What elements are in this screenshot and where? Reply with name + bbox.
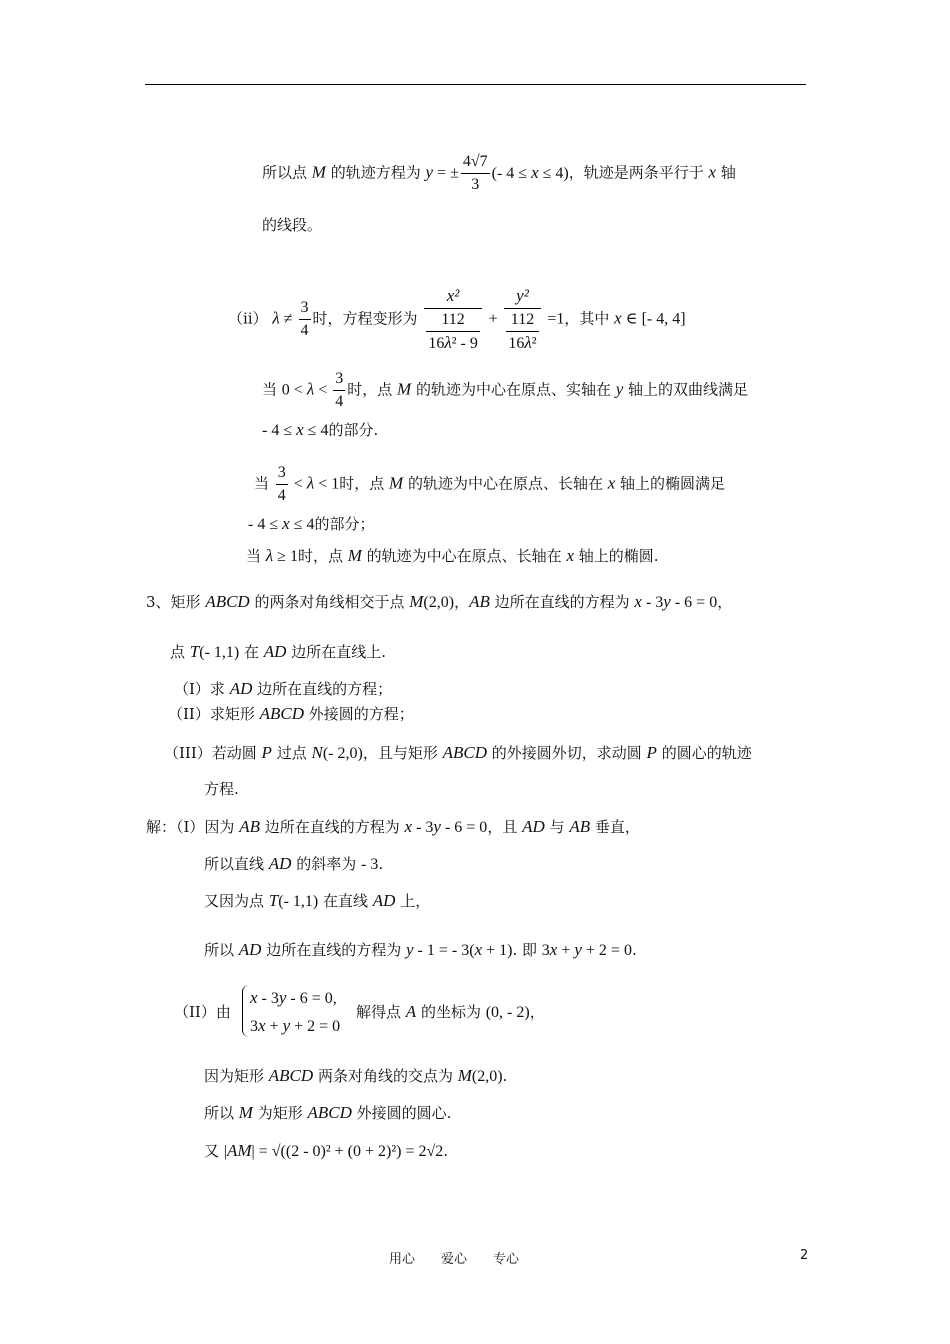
header-rule [145, 84, 806, 85]
text-line: 的线段。 [262, 216, 323, 234]
question-1: （I）求 AD 边所在直线的方程； [174, 679, 393, 698]
page-number: 2 [800, 1248, 809, 1263]
solution-line: 所以直线 AD 的斜率为 - 3. [204, 854, 384, 873]
question-3: （III）若动圆 P 过点 N(- 2,0)，且与矩形 ABCD 的外接圆外切，求动圆 P 的圆心的轨迹 [164, 743, 752, 762]
text-line: - 4 ≤ x ≤ 4的部分； [248, 514, 375, 533]
brace [242, 985, 249, 1037]
text-line: 方程. [204, 780, 239, 798]
problem-statement: 3、矩形 ABCD 的两条对角线相交于点 M(2,0)，AB 边所在直线的方程为 x - 3y - 6 = 0， [146, 592, 733, 611]
text-line: （ii） λ ≠ $\frac{3}{4}$ 时，方程变形为 $\frac{\text{x²}}{\frac{112}{\text{16λ² - 9}}}$ + $\frac{\text{y²}}{\frac{112}{\text{16λ²}}}$ =1，其中 x ∈ [- 4, 4] [228, 286, 686, 352]
text-line: 当 λ ≥ 1时，点 M 的轨迹为中心在原点、长轴在 x 轴上的椭圆. [246, 546, 659, 565]
text-line: - 4 ≤ x ≤ 4的部分. [262, 420, 379, 439]
solution-line: （II）由 [174, 1003, 231, 1021]
text-line: 当 0 < λ < $\frac{3}{4}$ 时，点 M 的轨迹为中心在原点、实轴在 y 轴上的双曲线满足 [262, 370, 749, 410]
text-line: 点 T(- 1,1) 在 AD 边所在直线上. [170, 642, 386, 661]
system-eq-2: 3x + y + 2 = 0 [250, 1016, 341, 1035]
solution-line: 解得点 A 的坐标为 (0, - 2)， [356, 1002, 545, 1021]
solution-line: 所以 AD 边所在直线的方程为 y - 1 = - 3(x + 1). 即 3x + y + 2 = 0. [204, 940, 637, 959]
solution-line: 又因为点 T(- 1,1) 在直线 AD 上， [204, 891, 431, 910]
solution-line: 又 |AM| = √((2 - 0)² + (0 + 2)²) = 2√2. [204, 1141, 449, 1160]
question-2: （II）求矩形 ABCD 外接圆的方程； [168, 704, 414, 723]
system-eq-1: x - 3y - 6 = 0, [250, 988, 337, 1007]
solution-line: 所以 M 为矩形 ABCD 外接圆的圆心. [204, 1103, 452, 1122]
solution-line: 解：（I）因为 AB 边所在直线的方程为 x - 3y - 6 = 0，且 AD 与 AB 垂直， [146, 817, 640, 836]
text-line: 当 $\frac{3}{4}$ < λ < 1时，点 M 的轨迹为中心在原点、长轴在 x 轴上的椭圆满足 [254, 464, 726, 504]
solution-line: 因为矩形 ABCD 两条对角线的交点为 M(2,0). [204, 1066, 508, 1085]
text-line: 所以点 M 的轨迹方程为 y = ± $\frac{4√7}{3}$ (- 4 ≤ x ≤ 4)，轨迹是两条平行于 x 轴 [262, 153, 736, 193]
footer-text: 用心 爱心 专心 [389, 1252, 520, 1267]
